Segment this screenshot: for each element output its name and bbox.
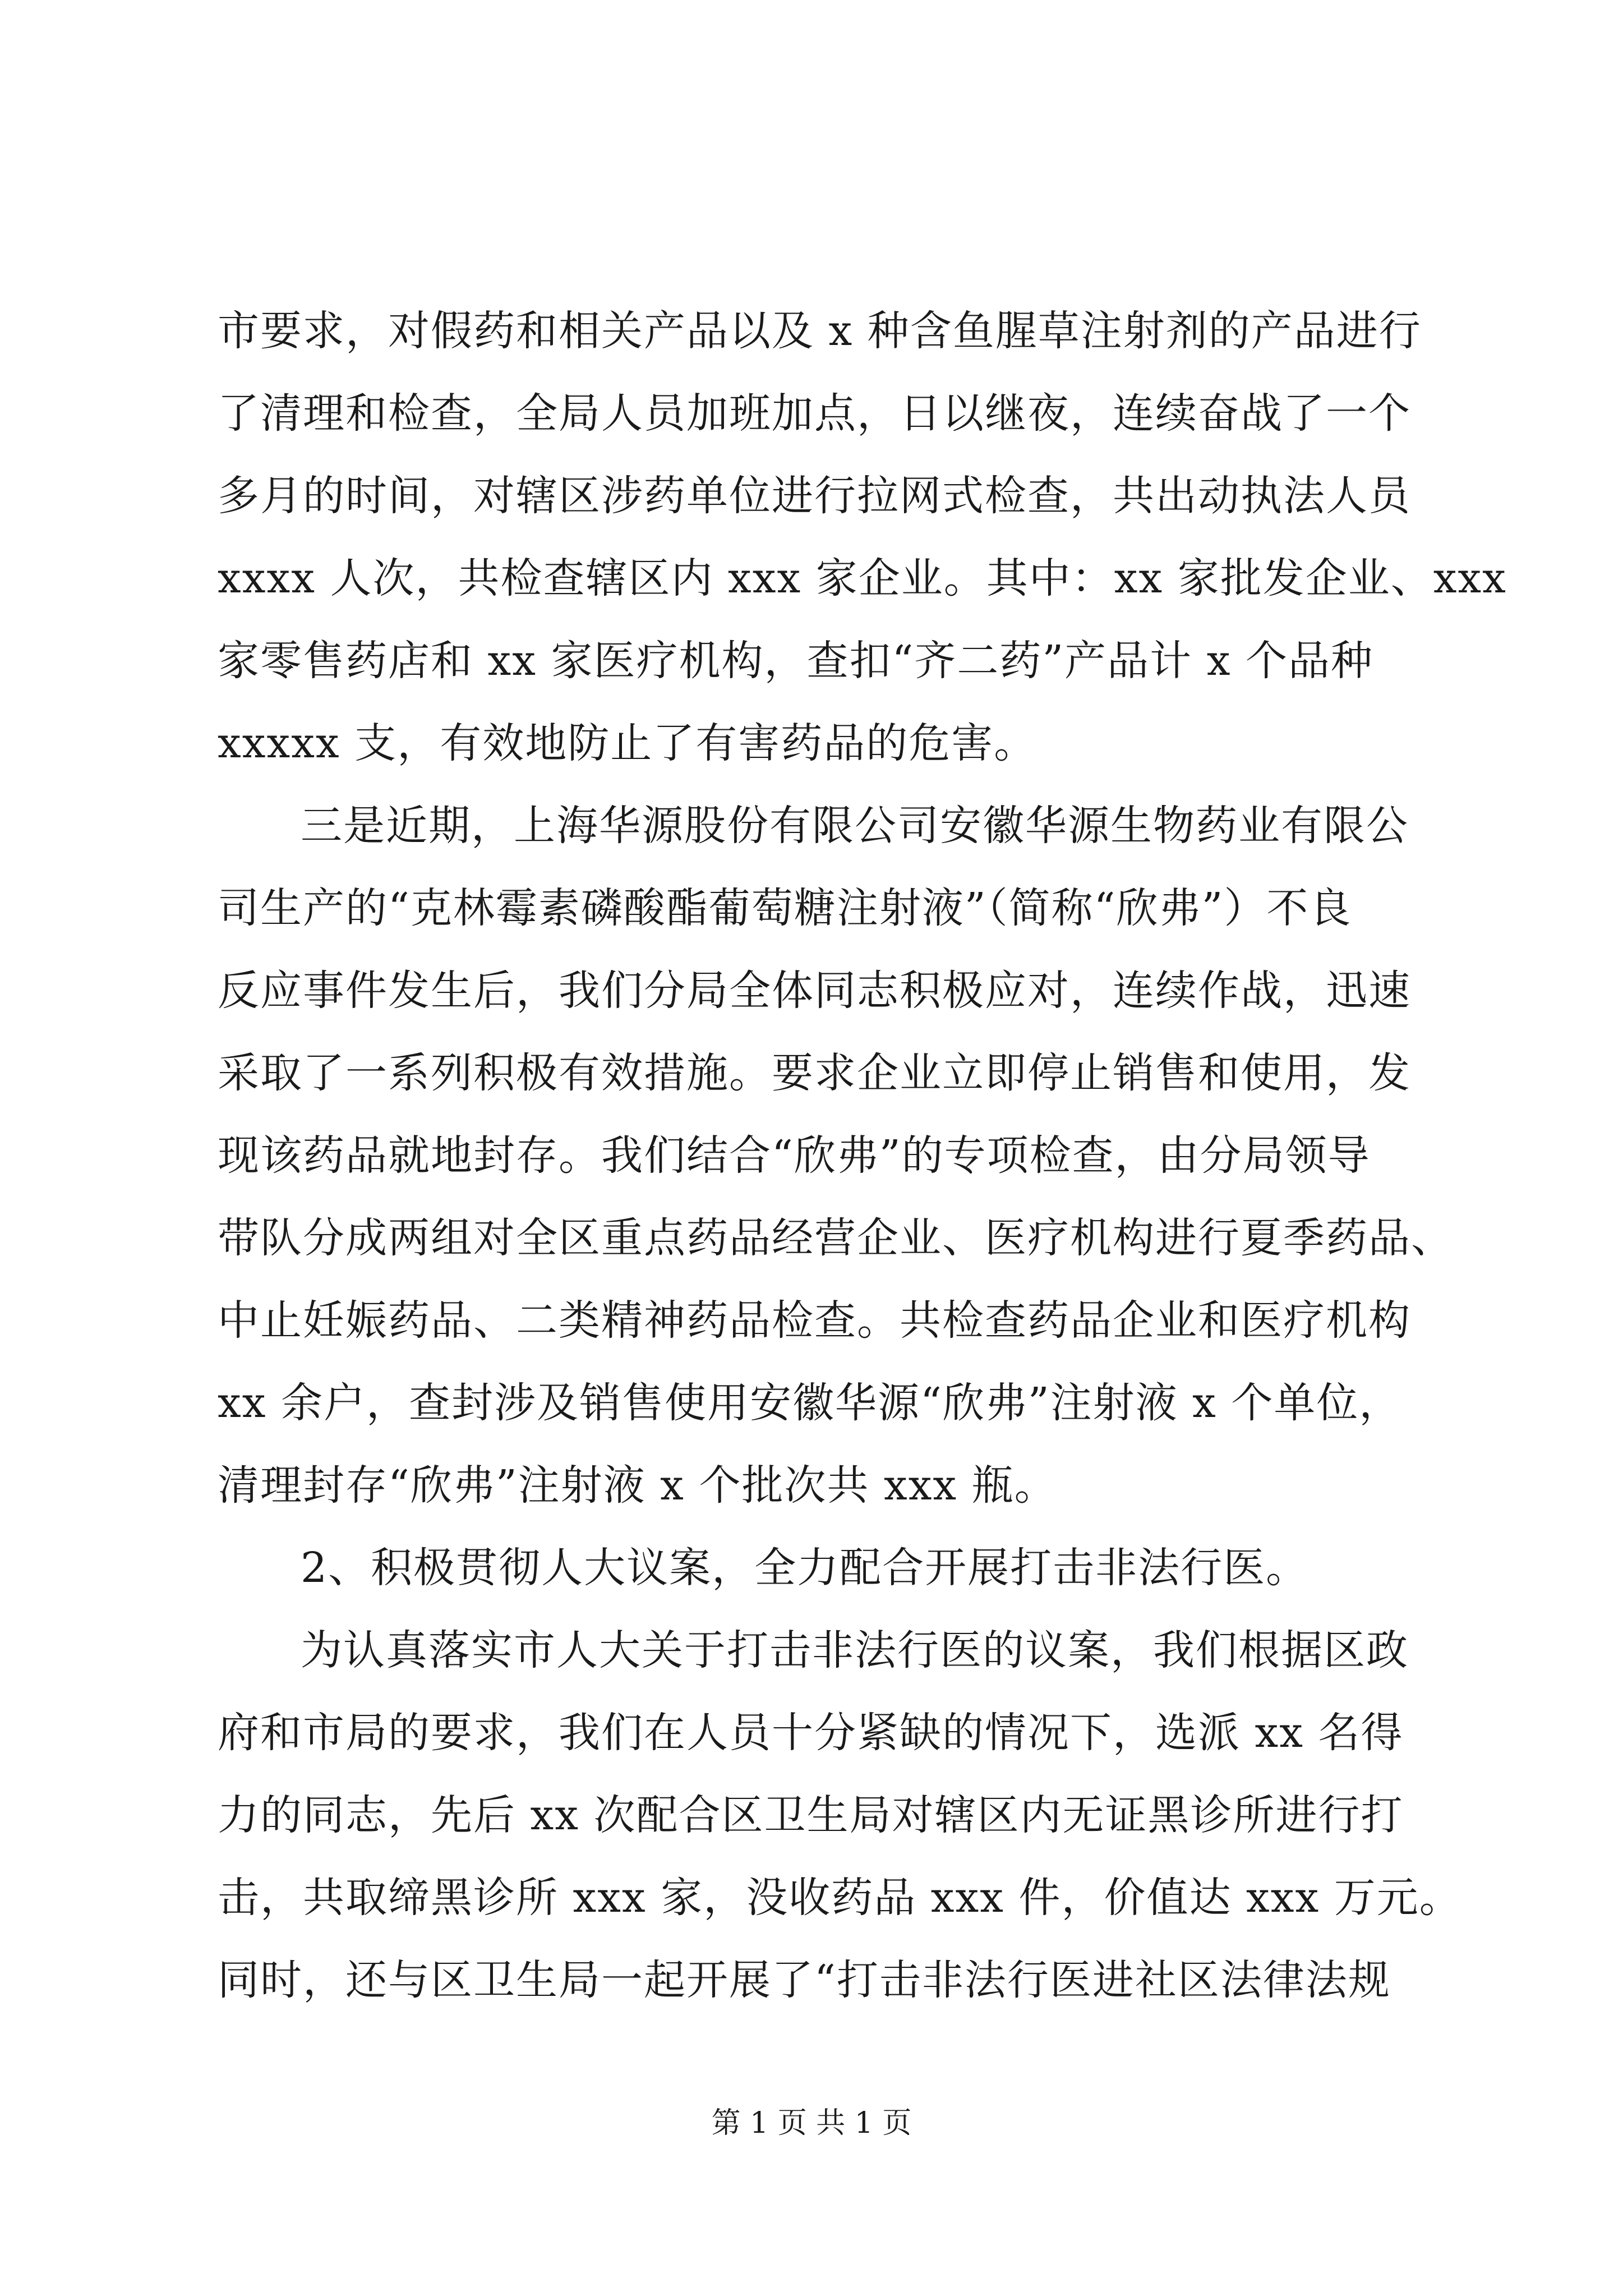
text-line: 家零售药店和 xx 家医疗机构，查扣“齐二药”产品计 x 个品种 xyxy=(218,637,1373,685)
text-line: 现该药品就地封存。我们结合“欣弗”的专项检查，由分局领导 xyxy=(218,1131,1371,1180)
paragraph-start-line: 为认真落实市人大关于打击非法行医的议案，我们根据区政 xyxy=(301,1626,1409,1674)
section-heading: 2、积极贯彻人大议案，全力配合开展打击非法行医。 xyxy=(301,1544,1309,1592)
text-line: 了清理和检查，全局人员加班加点，日以继夜，连续奋战了一个 xyxy=(218,389,1411,438)
text-line: 同时，还与区卫生局一起开展了“打击非法行医进社区法律法规 xyxy=(218,1956,1391,2004)
text-line: 采取了一系列积极有效措施。要求企业立即停止销售和使用，发 xyxy=(218,1049,1411,1097)
text-line: 多月的时间，对辖区涉药单位进行拉网式检查，共出动执法人员 xyxy=(218,472,1411,520)
paragraph-start-line: 三是近期，上海华源股份有限公司安徽华源生物药业有限公 xyxy=(301,802,1409,850)
page-number-footer: 第 1 页 共 1 页 xyxy=(711,2106,912,2140)
text-line: 中止妊娠药品、二类精神药品检查。共检查药品企业和医疗机构 xyxy=(218,1296,1411,1345)
text-line: 反应事件发生后，我们分局全体同志积极应对，连续作战，迅速 xyxy=(218,967,1411,1015)
text-line: 清理封存“欣弗”注射液 x 个批次共 xxx 瓶。 xyxy=(218,1461,1057,1510)
text-line: xxxxx 支，有效地防止了有害药品的危害。 xyxy=(218,719,1037,767)
text-line: 力的同志，先后 xx 次配合区卫生局对辖区内无证黑诊所进行打 xyxy=(218,1791,1404,1839)
text-line: xxxx 人次，共检查辖区内 xxx 家企业。其中：xx 家批发企业、xxx xyxy=(218,554,1507,602)
text-line: 带队分成两组对全区重点药品经营企业、医疗机构进行夏季药品、 xyxy=(218,1214,1454,1262)
text-line: 市要求，对假药和相关产品以及 x 种含鱼腥草注射剂的产品进行 xyxy=(218,307,1422,355)
text-line: 府和市局的要求，我们在人员十分紧缺的情况下，选派 xx 名得 xyxy=(218,1709,1404,1757)
text-line: xx 余户，查封涉及销售使用安徽华源“欣弗”注射液 x 个单位， xyxy=(218,1379,1402,1427)
text-line: 击，共取缔黑诊所 xxx 家，没收药品 xxx 件，价值达 xxx 万元。 xyxy=(218,1874,1462,1922)
text-line: 司生产的“克林霉素磷酸酯葡萄糖注射液”（简称“欣弗”）不良 xyxy=(218,884,1352,932)
